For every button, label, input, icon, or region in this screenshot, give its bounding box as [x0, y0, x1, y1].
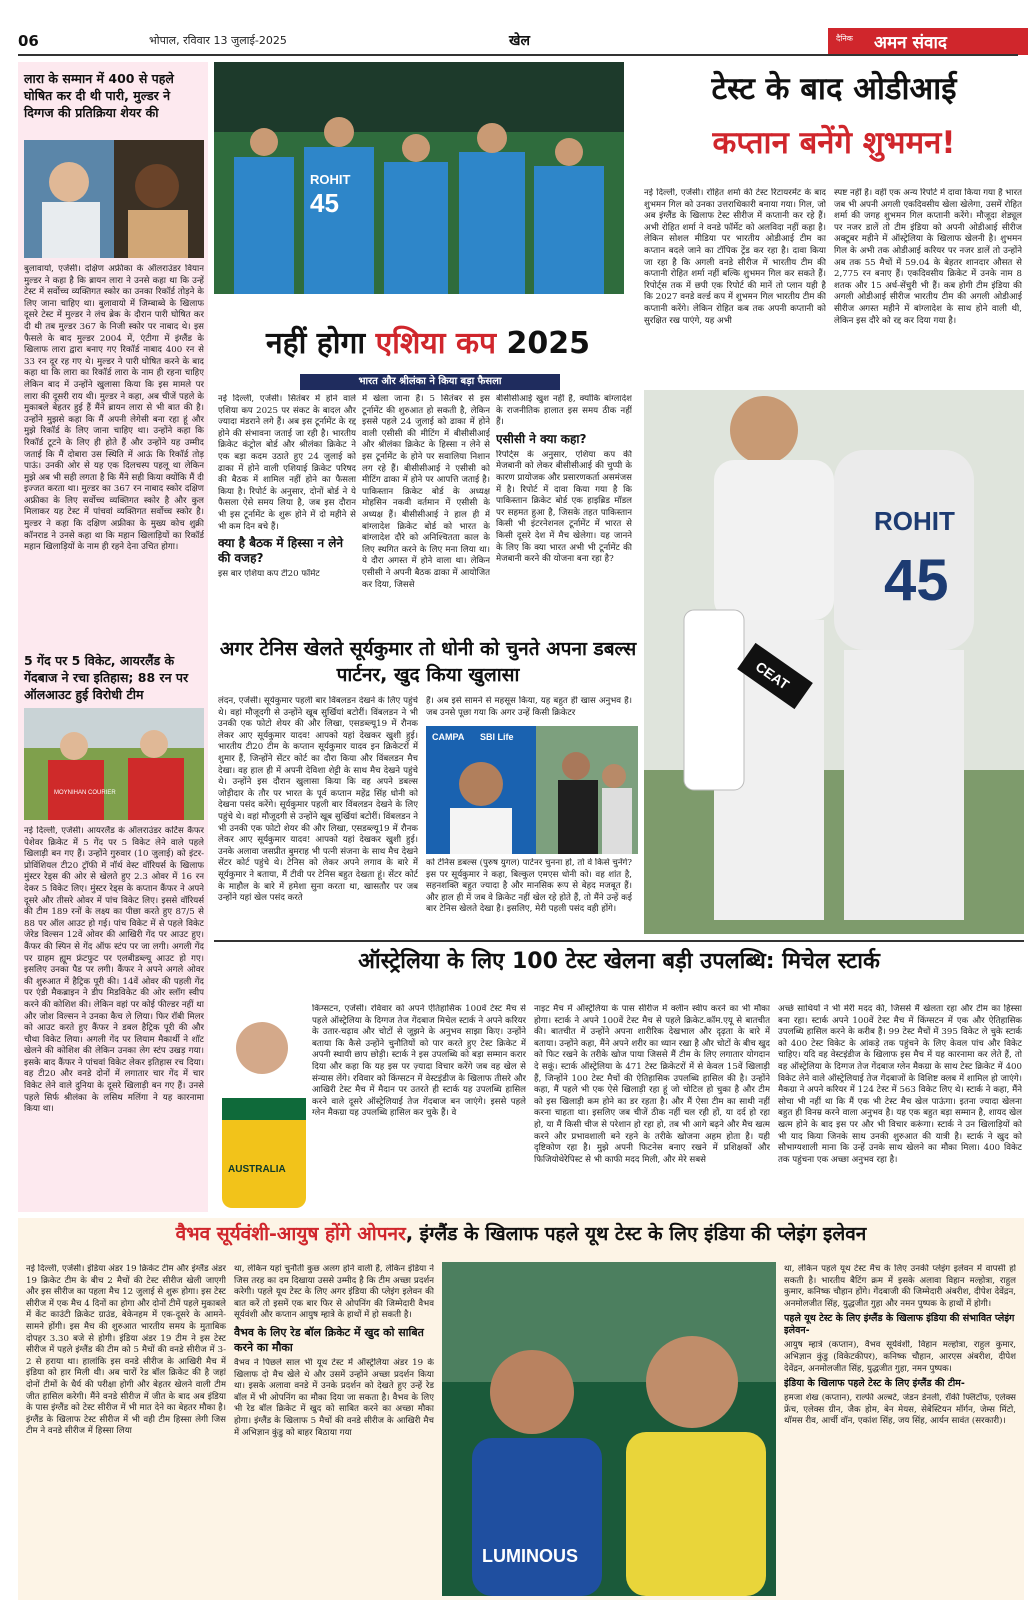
asia-cup-col3-tail: रिपोर्ट्स के अनुसार, एशिया कप की मेजबानी को लेकर बीसीसीआई की चुप्पी के कारण प्रायोजक और प्रसारणकर्ता असमंजस में है। रिपोर्ट में दावा किया गया है कि पाकिस्तान क्रिकेट बोर्ड एक हाइब्रिड मॉडल पर सहमत हुआ है, जिसके तहत पाकिस्तान किसी भी इंटरनेशनल टूर्नामेंट में भारत से किसी दूसरे देश में मैच खेलेगा। यह जानने के लिए कि क्या भारत अभी भी टूर्नामेंट की मेजबानी करने की योजना बना रहा है? [496, 449, 632, 565]
asia-cup-col1-tail: इस बार एशिया कप टी20 फॉर्मेट [218, 569, 320, 580]
starc-col1: किंग्सटन, एजेंसी। रविवार को अपने ऐतिहासिक 100वें टेस्ट मैच से पहले ऑस्ट्रेलिया के दिग्गज तेज गेंदबाज मिचेल स्टार्क ने अपने करियर के उतार-चढ़ाव और चोटों से जूझने के अनुभव साझा किए। उन्होंने बताया कि कैसे उन्होंने चुनौतियों को पार करते हुए टेस्ट क्रिकेट में अपनी स्थायी छाप छोड़ी। स्टार्क ने इस उपलब्धि को बड़ा सम्मान करार दिया और कहा कि यह इस पर ज़्यादा विचार करेंगे जब वह खेल से संन्यास लेंगे। रविवार को किंग्सटन में वेस्टइंडीज के खिलाफ तीसरे और आखिरी टेस्ट मैच में मैदान पर उतरते ही स्टार्क यह उपलब्धि हासिल करने वाले दूसरे ऑस्ट्रेलियाई तेज गेंदबाज बन जाएंगे। इससे पहले ग्लेन मैकग्रा यह उपलब्धि हासिल कर चुके हैं। वे [312, 1004, 526, 1119]
vaibhav-headline-2: , इंग्लैंड के खिलाफ पहले यूथ टेस्ट के लिए इंडिया की प्लेइंग इलेवन [405, 1223, 867, 1245]
vaibhav-col3-subhead-1: पहले यूथ टेस्ट के लिए इंग्लैंड के खिलाफ इंडिया की संभावित प्लेइंग इलेवन- [784, 1313, 1015, 1337]
shubman-col1: नई दिल्ली, एजेंसी। रोहित शर्मा की टेस्ट रिटायरमेंट के बाद शुभमन गिल को उनका उत्तराधिकारी बनाया गया। गिल, जो अब इंग्लैंड के खिलाफ टेस्ट सीरीज में कप्तानी कर रहे हैं। अभी रोहित शर्मा ने वनडे फॉर्मेट को अलविदा नहीं कहा है। लेकिन सोशल मीडिया पर भारतीय ओडीआई टीम का कप्तान बदले जाने का टॉपिक ट्रेंड कर रहा है। दावा किया जा रहा है कि अगली वनडे सीरीज में भारतीय टीम की कप्तानी रोहित शर्मा नहीं बल्कि शुभमन गिल कर सकते हैं। रिपोर्ट्स तक में छपी एक रिपोर्ट की मानें तो प्लान यही है कि 2027 वनडे वर्ल्ड कप में शुभमन गिल भारतीय टीम की कप्तानी करेंगे। लेकिन रोहित कब तक अपनी कप्तानी को सुरक्षित रख पाएंगे, यह अभी [644, 188, 826, 388]
asia-cup-col1 [218, 394, 356, 626]
ireland-photo [24, 708, 204, 820]
vaibhav-col1: नई दिल्ली, एजेंसी। इंडिया अंडर 19 क्रिकेट टीम और इंग्लैंड अंडर 19 क्रिकेट टीम के बीच 2 मैचों की टेस्ट सीरीज खेली जाएगी और इस सीरीज का पहला मैच 12 जुलाई से शुरू होगा। इस टेस्ट सीरीज में एक मैच 4 दिनों का होगा और दोनों टीमें पहले मुकाबले में केंट काउंटी क्रिकेट ग्राउंड, बेकेनहम में एक-दूसरे के आमने-सामने होंगी। इस मैच की शुरुआत भारतीय समय के मुताबिक दोपहर 3.30 बजे से होगी। इंडिया अंडर 19 टीम ने इस टेस्ट सीरीज में पहले इंग्लैंड की टीम को 5 मैचों की वनडे सीरीज में 3-2 से हराया था। हालांकि इस वनडे सीरीज के आखिरी मैच में इंडिया को हार मिली थी। अब चारों रेड बॉल क्रिकेट की है जहां दोनों टीमों के धैर्य की परीक्षा होगी और बेहतर खेलने वाली टीम जीत हासिल करेगी। मैंने वनडे सीरीज में जीत के बाद अब इंडिया के पास इंग्लैंड को टेस्ट सीरीज में भी मात देने का बेहतर मौका है। इंग्लैंड के खिलाफ टेस्ट सीरीज में भी वही टीम हिस्सा लेगी जिस टीम ने वनडे सीरीज में हिस्सा लिया [26, 1264, 226, 1437]
shubman-headline-2: कप्तान बनेंगे शुभमन! [712, 125, 956, 161]
starc-shirt-label: AUSTRALIA [228, 1164, 286, 1175]
vaibhav-col3-subhead-2: इंडिया के खिलाफ पहले टेस्ट के लिए इंग्लैंड की टीम- [784, 1378, 965, 1390]
section-name: खेल [509, 33, 530, 49]
surya-sponsor-text: SBI Life [480, 732, 514, 742]
lara-mulder-photo [24, 140, 204, 258]
masthead [0, 0, 1034, 60]
asia-cup-col1-subhead: क्या है बैठक में हिस्सा न लेने की वजह? [218, 536, 344, 566]
shubman-headline-1: टेस्ट के बाद ओडीआई [711, 71, 957, 107]
lara-body: बुलावायो, एजेंसी। दक्षिण अफ्रीका के ऑलराउंडर वियान मुल्डर ने कहा है कि ब्रायन लारा ने उनसे कहा था कि उन्हें टेस्ट में सर्वोच्च व्यक्तिगत स्कोर का उनका रिकॉर्ड तोड़ने के लिए जाना चाहिए था। बुलावायो में जिम्बाब्वे के खिलाफ दूसरे टेस्ट में मुल्डर ने लंच ब्रेक के दौरान पारी घोषित कर दी थी तब मुल्डर 367 के निजी स्कोर पर नाबाद थे। इस फैसले के बाद मुल्डर 2004 में, एंटीगा में इंग्लैंड के खिलाफ लारा द्वारा बनाए गए रिकॉर्ड नाबाद 400 रन से 33 रन दूर रह गए थे। मुल्डर ने पारी घोषित करने के बाद कहा था कि लारा का रिकॉर्ड लारा के नाम ही रहना चाहिए लेकिन बाद में उन्होंने खुलासा किया कि इस मामले पर लारा की दूसरी राय थी। मुल्डर ने कहा, अब चीजें पहले के मुकाबले बेहतर हुई हैं मैंने ब्रायन लारा से भी बात की है। उन्होंने मुझसे कहा कि मैं अपनी लेगेसी बना रहा हूं और मुझे रिकॉर्ड के लिए जाना चाहिए था। उन्होंने कहा कि रिकॉर्ड टूटने के लिए ही होते हैं और उन्होंने यह उम्मीद जताई कि मैं दोबारा उस स्थिति में आऊं कि रिकॉर्ड तोड़ पाऊं। उनकी ओर से यह एक दिलचस्प पहलू था लेकिन मुझे अब भी सही लगता है कि मैंने सही किया क्योंकि मैं दी इज्जत करता था। मुल्डर का 367 रन नाबाद स्कोर दक्षिण अफ्रीका के लिए सर्वोच्च व्यक्तिगत स्कोर है और कुल मिलाकर यह टेस्ट में पांचवां व्यक्तिगत सर्वोच्च स्कोर है। मुल्डर ने कहा कि दक्षिण अफ्रीका के मुख्य कोच शुक्री कॉनराड ने उनसे कहा था कि महान खिलाड़ियों का रिकॉर्ड महान खिलाड़ियों के नाम ही रहने देना उचित होगा। [24, 264, 204, 553]
vaibhav-ayush-photo [442, 1262, 776, 1596]
rohit-back-number: 45 [884, 548, 949, 613]
starc-headline: ऑस्ट्रेलिया के लिए 100 टेस्ट खेलना बड़ी उपलब्धि: मिचेल स्टार्क [358, 949, 880, 974]
asia-cup-headline [218, 327, 638, 361]
vaibhav-headline [18, 1224, 1024, 1245]
surya-col2-tail: को टेनिस डबल्स (पुरुष युगल) पार्टनर चुनना हो, तो वे किसे चुनेंगे? इस पर सूर्यकुमार ने कहा, बिल्कुल एमएस धोनी को। वह शांत है, सहनशक्ति बहुत ज्यादा है और मानसिक रूप से बेहद मजबूत हैं। और हाल ही में जब वे क्रिकेट नहीं खेल रहे होते हैं, तो मैंने उन्हें कई बार टेनिस खेलते देखा है। इसलिए, मेरी पहली पसंद वही होंगे। [426, 858, 632, 915]
asia-cup-strap: भारत और श्रीलंका ने किया बड़ा फैसला [300, 374, 560, 390]
surya-col2: हैं। अब इसे सामने से महसूस किया, यह बहुत ही खास अनुभव है। जब उनसे पूछा गया कि अगर उन्हें किसी क्रिकेटर [426, 696, 632, 718]
asia-cup-headline-mid: एशिया कप [375, 326, 497, 361]
dateline: भोपाल, रविवार 13 जुलाई-2025 [149, 34, 287, 47]
vaibhav-col3-text: था, लेकिन पहले यूथ टेस्ट मैच के लिए उनकी प्लेइंग इलेवन में वापसी हो सकती है। भारतीय बैटिंग क्रम में इसके अलावा विहान मल्होत्रा, राहुल कुमार, कनिष्क चौहान होंगे। गेंदबाजी की जिम्मेदारी अंबरीश, दीपेश देवेंद्रन, अनमोलजीत सिंह, युद्धजीत गुहा और नमन पुष्पक के हाथों में होगी। [784, 1264, 1016, 1309]
asia-cup-headline-prefix: नहीं होगा [265, 326, 376, 361]
brand-title: अमन संवाद [874, 33, 947, 53]
asia-cup-col1-text: नई दिल्ली, एजेंसी। सितंबर में होने वाले एशिया कप 2025 पर संकट के बादल और ज्यादा मंडराने लगे हैं। अब इस टूर्नामेंट के रद्द होने की संभावना जताई जा रही है। भारतीय क्रिकेट कंट्रोल बोर्ड और श्रीलंका क्रिकेट ने एक बड़ा कदम उठाते हुए 24 जुलाई को ढाका में होने वाली एशियाई क्रिकेट परिषद की बैठक में शामिल नहीं होने का फैसला किया है। रिपोर्ट के अनुसार, दोनों बोर्ड ने ये फैसला ऐसे समय लिया है, जब इस दौरान भी इस टूर्नामेंट के शुरू होने में दो महीने से भी कम दिन बचे हैं। [218, 394, 356, 532]
starc-section-rule [214, 940, 1024, 942]
vaibhav-col2-subhead: वैभव के लिए रेड बॉल क्रिकेट में खुद को साबित करने का मौका [234, 1325, 424, 1354]
shubman-col2: स्पष्ट नहीं है। वहीं एक अन्य रिपोर्ट में दावा किया गया है भारत जब भी अपनी अगली एकदिवसीय खेला खेलेगा, उसमें रोहित शर्मा की जगह शुभमन गिल कप्तानी करेंगे। मौजूदा शेड्यूल पर नजर डालें तो टीम इंडिया को अपनी ओडीआई सीरीज अक्टूबर महीने में ऑस्ट्रेलिया के खिलाफ खेलनी है। शुभमन गिल के अभी तक ओडीआई करियर पर नजर डालें तो उन्होंने अब तक 55 मैचों में 59.04 के बेहतर शानदार औसत से 2,775 रन बनाए हैं। एकदिवसीय क्रिकेट में उनके नाम 8 शतक और 15 अर्ध-सेंचुरी भी हैं। कब होगी टीम इंडिया की अगली ओडीआई सीरीज भारतीय टीम की अगली ओडीआई सीरीज अगस्त महीने में बांग्लादेश के साथ होने वाली थी, लेकिन इस दौरे को रद्द कर दिया गया है। [834, 188, 1022, 388]
brand-box [828, 28, 1028, 55]
left-column [18, 62, 208, 1212]
team-jersey-number: 45 [310, 188, 339, 218]
ceat-bat-label: CEAT [752, 658, 793, 693]
surya-dhoni-photo [426, 726, 638, 854]
starc-col3: अच्छे साथियों ने भी मेरी मदद की, जिससे मैं खेलता रहा और टीम का हिस्सा बना रहा। स्टार्क अपने 100वें टेस्ट मैच में किंग्सटन में एक और ऐतिहासिक उपलब्धि हासिल करने के करीब हैं। 99 टेस्ट मैचों में 395 विकेट ले चुके स्टार्क को 400 टेस्ट विकेट के आंकड़े तक पहुंचने के लिए केवल पांच और विकेट चाहिए। यदि वह वेस्टइंडीज के खिलाफ इस मैच में यह कारनामा कर लेते हैं, तो वह ऑस्ट्रेलिया के दिग्गज तेज गेंदबाज ग्लेन मैकग्रा के साथ टेस्ट क्रिकेट में 400 विकेट लेने वाले ऑस्ट्रेलियाई तेज गेंदबाजों के विशिष्ट क्लब में शामिल हो जाएंगे। मैकग्रा ने अपने करियर में 124 टेस्ट में 563 विकेट लिए थे। स्टार्क ने कहा, मैंने सोचा भी नहीं था कि मैं एक भी टेस्ट मैच खेल पाऊंगा। इतना ज्यादा खेलना बहुत ही विनम्र करने वाला अनुभव है। यह एक बहुत बड़ा सम्मान है, शायद खेल खत्म होने के बाद इस पर और भी विचार करूंगा। स्टार्क ने उन खिलाड़ियों को भी याद किया जिनके साथ उनकी शुरुआत की यात्री है। स्टार्क ने खुद को सौभाग्यशाली माना कि उन्हें उनके साथ खेलने का मौका मिला। 400 विकेट तक पहुंचना एक अच्छा अनुभव रहा है। [778, 1004, 1022, 1165]
team-celebration-photo [214, 62, 624, 294]
team-jersey-name: ROHIT [310, 172, 351, 187]
brand-small: दैनिक [836, 34, 853, 43]
surya-headline: अगर टेनिस खेलते सूर्यकुमार तो धोनी को चुनते अपना डबल्स पार्टनर, खुद किया खुलासा [219, 638, 637, 686]
starc-col2: नाइट मैच में ऑस्ट्रेलिया के पास सीरीज में क्लीन स्वीप करने का भी मौका होगा। स्टार्क ने अपने 100वें टेस्ट मैच से पहले क्रिकेट.कॉम.एयू से बातचीत की। बातचीत में उन्होंने अपना शारीरिक देखभाल और दृढ़ता के बारे में बताया। उन्होंने कहा, मैंने अपने शरीर का ध्यान रखा है और चोटों के बीच खुद को फिट रखने के तरीके खोज पाया जिससे मैं टीम के लिए लगातार योगदान दे सकूं। स्टार्क ऑस्ट्रेलिया के 471 टेस्ट क्रिकेटरों में से केवल 15वें खिलाड़ी हैं, जिन्होंने 100 टेस्ट मैचों की ऐतिहासिक उपलब्धि हासिल की है। उन्होंने कहा, मैं पहले भी एक ऐसे खिलाड़ी रहा हूं जो चोटिल हो चुका है और टीम को इस खिलाड़ी कम होने का डर रहता है। और मैं ऐसा टीम का साथी नहीं करना चाहता था। इसलिए जब चीजें ठीक नहीं चल रही हों, या दर्द हो रहा हो, या मैं किसी चीज से परेशान हो रहा हो, तब भी आगे बढ़ने और मैच खत्म करने और प्रभावशाली बने रहने के तरीके खोजना अहम होता है। यही दृष्टिकोण रहा है। मुझे अपनी फिटनेस बनाए रखने में प्रशिक्षकों और फिजियोथेरेपिस्ट से भी काफी मदद मिली, और मेरे सबसे [534, 1004, 770, 1165]
ireland-headline: 5 गेंद पर 5 विकेट, आयरलैंड के गेंदबाज ने रचा इतिहास; 88 रन पर ऑलआउट हुई विरोधी टीम [24, 653, 189, 702]
vaibhav-shirt-label: LUMINOUS [482, 1546, 578, 1566]
surya-col1: लंदन, एजेंसी। सूर्यकुमार पहली बार विंबलडन देखने के लिए पहुंचे थे। वहां मौजूदगी से उन्होंने खूब सुर्खियां बटोरीं। विंबलडन ने भी उनकी एक फोटो शेयर की और लिखा, एसडब्ल्यू19 में रौनक लेकर आए सूर्यकुमार यादव! आपको यहां देखकर खुशी हुई। भारतीय टी20 टीम के कप्तान सूर्यकुमार यादव इन क्रिकेटरों में शुमार हैं, जिन्होंने सेंटर कोर्ट का दौरा किया और विंबलडन मैच देखा। वह हाल ही में अपनी देविशा शेट्टी के साथ मैच देखने पहुंचे थे। उन्होंने इस दौरान खुलासा किया कि वह अपने डबल्स जोड़ीदार के तौर पर भारत के पूर्व कप्तान महेंद्र सिंह धोनी को देखना पसंद करेंगे। सूर्यकुमार पहली बार विंबलडन देखने के लिए पहुंचे थे। वहां मौजूदगी से उन्होंने खूब सुर्खियां बटोरीं। विंबलडन ने भी उनकी एक फोटो शेयर की और लिखा, एसडब्ल्यू19 में रौनक लेकर आए सूर्यकुमार यादव! आपको यहां देखकर खुशी हुई। उनके अलावा जसप्रीत बुमराह भी पत्नी संजना के साथ मैच देखने सेंटर कोर्ट पहुंचे थे। टेनिस को लेकर अपने लगाव के बारे में सूर्यकुमार ने बताया, मैं टीवी पर टेनिस बहुत देखता हूं। सेंटर कोर्ट के माहौल के बारे में हमेशा सुना करता था, खासतौर पर जब उन्होंने यहां खेल पसंद करते [218, 696, 418, 904]
vaibhav-section [18, 1218, 1024, 1600]
vaibhav-col3-list-1: आयुष म्हात्रे (कप्तान), वैभव सूर्यवंशी, विहान मल्होत्रा, राहुल कुमार, अभिज्ञान कुंडु (विकेटकीपर), कनिष्क चौहान, आरएस अंबरीश, दीपेश देवेंद्रन, अनमोलजीत सिंह, युद्धजीत गुहा, नमन पुष्पक। [784, 1340, 1016, 1374]
vaibhav-col2-text: था, लेकिन यहां चुनौती कुछ अलग होने वाली है, लेकिन इंडिया ने जिस तरह का दम दिखाया उससे उम्मीद है कि टीम अच्छा प्रदर्शन करेगी। पहले यूथ टेस्ट के लिए अगर इंडिया की प्लेइंग इलेवन की बात करें तो इसमें एक बार फिर से ओपनिंग की जिम्मेदारी वैभव सूर्यवंशी और कप्तान आयुष म्हात्रे के हाथों में हो सकती है। [234, 1264, 434, 1321]
vaibhav-headline-1: वैभव सूर्यवंशी-आयुष होंगे ओपनर [175, 1223, 406, 1245]
vaibhav-col3-list-2: हमजा शेख (कप्तान), राल्फी अल्बर्ट, जेडन डेनली, रॉकी फ्लिंटॉफ, एलेक्स फ्रेंच, एलेक्स ग्रीन, जैक होम, बेन मेयस, सेबेस्टियन मॉर्गन, जेम्स मिंटो, थॉमस रीव, आर्ची वॉन, एकांश सिंह, जय सिंह, आर्यन सावंत (सरकारी)। [784, 1393, 1016, 1427]
rohit-shubman-photo [644, 390, 1024, 934]
rohit-back-name: ROHIT [874, 506, 955, 536]
header-rule [18, 54, 1018, 56]
surya-banner-text: CAMPA [432, 732, 465, 742]
asia-cup-col3-text: बीसीसीआई खुश नहीं है, क्योंकि बांग्लादेश के राजनीतिक हालात इस समय ठीक नहीं हैं। [496, 394, 632, 428]
ireland-shirt-label: MOYNIHAN COURIER [54, 790, 116, 796]
ireland-body: नई दिल्ली, एजेंसी। आयरलैंड के ऑलराउंडर कर्टिस कैंफर पेशेवर क्रिकेट में 5 गेंद पर 5 विकेट लेने वाले पहले खिलाड़ी बन गए हैं। उन्होंने गुरुवार (10 जुलाई) को इंटर-प्रोविंशियल टी20 ट्रॉफी में नॉर्थ वेस्ट वॉरियर्स के खिलाफ मुंस्टर रेड्स की ओर से खेलते हुए 2.3 ओवर में 16 रन देकर 5 विकेट लिए। मुंस्टर रेड्स के कप्तान कैंफर ने अपने दूसरे और तीसरे ओवर में पांच विकेट लिए। इससे वॉरियर्स की टीम 189 रनों के लक्ष्य का पीछा करते हुए 87/5 से 88 पर ऑल आउट हो गई। पांच विकेट में से पहले विकेट जेरेड विल्सन 12वें ओवर की आखिरी गेंद पर आउट हुए। कैंफर की स्पिन से गेंद ऑफ स्टंप पर जा लगी। अगली गेंद पर ग्राहम ह्यूम फ्रंटफुट पर एलबीडब्ल्यू आउट हो गए। इसलिए उनका पैड पर लगी। कैंफर ने अपने अगले ओवर की शुरुआत में हैट्रिक पूरी की। 14वें ओवर की पहली गेंद पर एंडी मैकब्राइन ने डीप मिडविकेट की ओर स्लॉग स्वीप करने की कोशिश की। लेकिन वहां पर कोई फील्डर नहीं था और जोश विल्सन ने उनका कैच ले लिया। फिर रॉबी मिलर को आउट करते हुए कैंफर ने डबल हैट्रिक पूरी की और चौथा विकेट लिया। अगली गेंद पर लियाम मैकार्थी ने शॉट खेलने की कोशिश की लेकिन उनका लेग स्टंप उखड़ गया। इसके बाद कैंफर ने पांचवां विकेट लेकर इतिहास रच दिया। वह टी20 और वनडे दोनों में लगातार चार गेंद में चार विकेट लेने वाले दुनिया के दूसरे खिलाड़ी बन गए हैं। उनसे पहले सिर्फ श्रीलंका के लसिथ मलिंगा ने यह कारनामा किया था। [24, 826, 204, 1115]
vaibhav-col2 [234, 1264, 434, 1584]
vaibhav-col2-tail: वैभव ने पिछले साल भी यूथ टेस्ट में ऑस्ट्रेलिया अंडर 19 के खिलाफ दो मैच खेले थे और उसमें उन्होंने अच्छा प्रदर्शन किया था। इसके अलावा वनडे में उनके प्रदर्शन को देखते हुए उन्हें रेड बॉल में भी ओपनिंग का मौका दिया जा सकता है। वैभव के लिए भी रेड बॉल क्रिकेट में खुद को साबित करने का अच्छा मौका होगा। इंग्लैंड के खिलाफ 5 मैचों की वनडे सीरीज के आखिरी मैच में अभिज्ञान कुंडु को बाहर बिठाया गया [234, 1357, 434, 1438]
starc-photo [214, 1002, 308, 1208]
page-number: 06 [18, 32, 39, 50]
lara-headline: लारा के सम्मान में 400 से पहले घोषित कर दी थी पारी, मुल्डर ने दिग्गज की प्रतिक्रिया शेयर की [24, 71, 174, 120]
asia-cup-headline-suffix: 2025 [496, 326, 591, 361]
asia-cup-col3 [496, 394, 632, 626]
vaibhav-col3 [784, 1264, 1016, 1584]
asia-cup-col3-subhead: एसीसी ने क्या कहा? [496, 431, 587, 446]
asia-cup-col2: में खेला जाना है। 5 सितंबर से इस टूर्नामेंट की शुरुआत हो सकती है, लेकिन इससे पहले 24 जुलाई को ढाका में होने वाली एसीसी की मीटिंग में बीसीसीआई और श्रीलंका क्रिकेट के हिस्सा न लेने से इस टूर्नामेंट के होने पर सवालिया निशान लग रहे हैं। बीसीसीआई ने एसीसी को मीटिंग ढाका में होने पर आपत्ति जताई है। पाकिस्तान क्रिकेट बोर्ड के अध्यक्ष मोहसिन नकवी वर्तमान में एसीसी के अध्यक्ष हैं। बीसीसीआई ने हाल ही में बांग्लादेश क्रिकेट बोर्ड को भारत के बांग्लादेश दौरे को अनिश्चितता काल के लिए स्थगित करने के लिए मना लिया था। ये दौरा अगस्त में होने वाला था। लेकिन एसीसी ने अपनी बैठक ढाका में आयोजित कर दिया, जिससे [362, 394, 490, 590]
